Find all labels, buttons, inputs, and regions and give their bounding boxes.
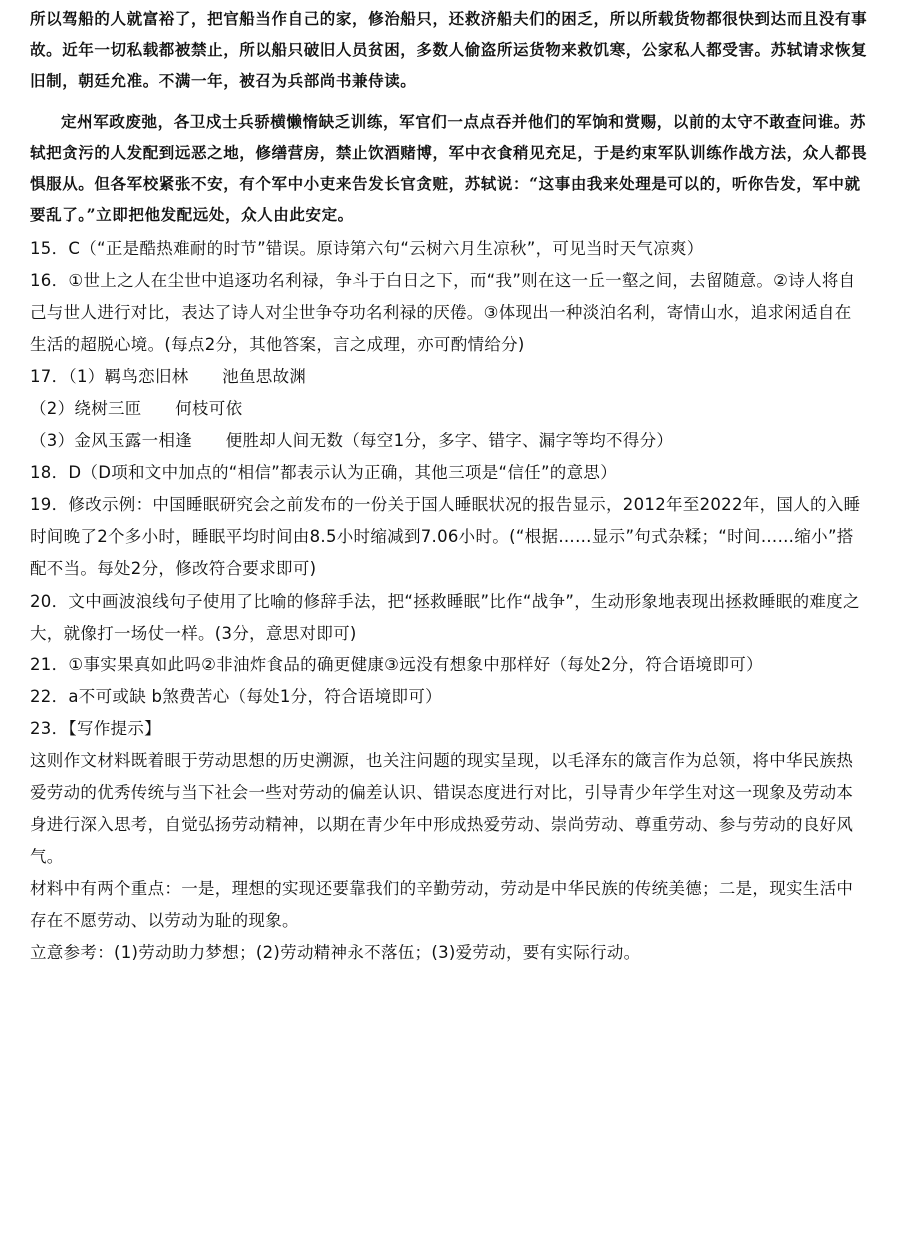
writing-tip-paragraph-1: 这则作文材料既着眼于劳动思想的历史溯源，也关注问题的现实呈现，以毛泽东的箴言作为总领，将中华民族热爱劳动的优秀传统与当下社会一些对劳动的偏差认识、错误态度进行对比，引导青少年学生对这一现象及劳动本身进行深入思考，自觉弘扬劳动精神，以期在青少年中形成热爱劳动、崇尚劳动、尊重劳动、参与劳动的良好风气。 (30, 751, 854, 866)
translation-paragraph-2: 定州军政废弛，各卫戍士兵骄横懒惰缺乏训练，军官们一点点吞并他们的军饷和赏赐，以前的太守不敢查问谁。苏轼把贪污的人发配到远恶之地，修缮营房，禁止饮酒赌博，军中衣食稍见充足，于是约束军队训练作战方法，众人都畏惧服从。但各军校紧张不安，有个军中小吏来告发长官贪赃，苏轼说：“这事由我来处理是可以的，听你告发，军中就要乱了。”立即把他发配远处，众人由此安定。 (30, 112, 868, 224)
answer-16: 16．①世上之人在尘世中追逐功名利禄，争斗于白日之下，而“我”则在这一丘一壑之间，去留随意。②诗人将自己与世人进行对比，表达了诗人对尘世争夺功名利禄的厌倦。③体现出一种淡泊名利，寄情山水，追求闲适自在生活的超脱心境。(每点2分，其他答案，言之成理，亦可酌情给分) (30, 271, 856, 354)
answer-22: 22．a不可或缺 b煞费苦心（每处1分，符合语境即可） (30, 687, 442, 706)
answer-23-title: 23．【写作提示】 (30, 719, 161, 738)
answer-19: 19．修改示例：中国睡眠研究会之前发布的一份关于国人睡眠状况的报告显示，2012年至2022年，国人的入睡时间晚了2个多小时，睡眠平均时间由8.5小时缩减到7.06小时。(“根据……显示”句式杂糅；“时间……缩小”搭配不当。每处2分，修改符合要求即可) (30, 495, 861, 578)
answer-20: 20．文中画波浪线句子使用了比喻的修辞手法，把“拯救睡眠”比作“战争”，生动形象地表现出拯救睡眠的难度之大，就像打一场仗一样。(3分，意思对即可) (30, 592, 860, 643)
answer-17-1: 17．（1）羁鸟恋旧林 池鱼思故渊 (30, 367, 307, 386)
writing-tip-paragraph-2: 材料中有两个重点：一是，理想的实现还要靠我们的辛勤劳动，劳动是中华民族的传统美德；二是，现实生活中存在不愿劳动、以劳动为耻的现象。 (30, 879, 854, 930)
writing-tip-paragraph-3: 立意参考：(1)劳动助力梦想；(2)劳动精神永不落伍；(3)爱劳动，要有实际行动。 (30, 943, 641, 962)
answer-15: 15．C（“正是酷热难耐的时节”错误。原诗第六句“云树六月生凉秋”，可见当时天气凉爽） (30, 239, 704, 258)
answer-17-2: （2）绕树三匝 何枝可依 (30, 399, 243, 418)
answer-21: 21．①事实果真如此吗②非油炸食品的确更健康③远没有想象中那样好（每处2分，符合语境即可） (30, 655, 763, 674)
translation-paragraph-1: 所以驾船的人就富裕了，把官船当作自己的家，修治船只，还救济船夫们的困乏，所以所载货物都很快到达而且没有事故。近年一切私载都被禁止，所以船只破旧人员贫困，多数人偷盗所运货物来救饥寒，公家私人都受害。苏轼请求恢复旧制，朝廷允准。不满一年，被召为兵部尚书兼侍读。 (30, 9, 868, 90)
answer-17-3: （3）金风玉露一相逢 便胜却人间无数（每空1分，多字、错字、漏字等均不得分） (30, 431, 674, 450)
answer-18: 18．D（D项和文中加点的“相信”都表示认为正确，其他三项是“信任”的意思） (30, 463, 617, 482)
